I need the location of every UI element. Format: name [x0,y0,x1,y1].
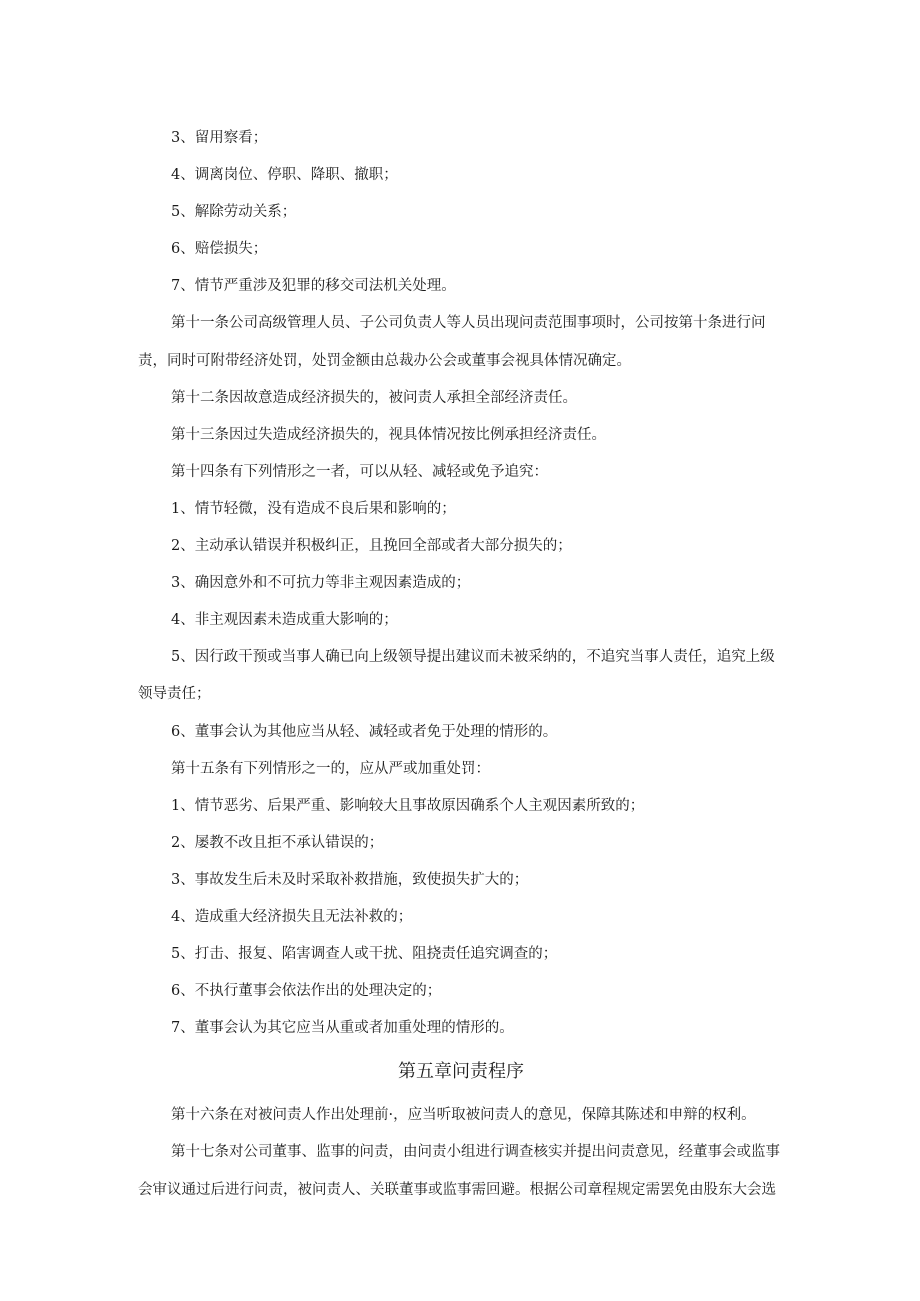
leniency-item-3: 3、确因意外和不可抗力等非主观因素造成的； [171,575,471,592]
article-11-line-2: 责，同时可附带经济处罚，处罚金额由总裁办公会或董事会视具体情况确定。 [138,352,631,369]
severity-item-3: 3、事故发生后未及时采取补救措施，致使损失扩大的； [171,871,529,888]
chapter-5-title: 第五章问责程序 [398,1061,524,1083]
article-14-heading: 第十四条有下列情形之一者，可以从轻、减轻或免予追究： [171,463,548,480]
article-11-line-1: 第十一条公司高级管理人员、子公司负责人等人员出现问责范围事项时，公司按第十条进行问 [171,315,766,332]
severity-item-1: 1、情节恶劣、后果严重、影响较大且事故原因确系个人主观因素所致的； [171,797,645,814]
article-17-line-1: 第十七条对公司董事、监事的问责，由问责小组进行调查核实并提出问责意见，经董事会或监事 [171,1144,780,1161]
severity-item-7: 7、董事会认为其它应当从重或者加重处理的情形的。 [171,1020,514,1037]
severity-item-6: 6、不执行董事会依法作出的处理决定的； [171,983,442,1000]
penalty-item-6: 6、赔偿损失； [171,241,268,258]
leniency-item-1: 1、情节轻微，没有造成不良后果和影响的； [171,500,456,517]
leniency-item-4: 4、非主观因素未造成重大影响的； [171,612,398,629]
article-17-line-2: 会审议通过后进行问责，被问责人、关联董事或监事需回避。根据公司章程规定需罢免由股东大会选 [138,1181,776,1198]
penalty-item-4: 4、调离岗位、停职、降职、撤职； [171,167,398,184]
article-15-heading: 第十五条有下列情形之一的，应从严或加重处罚： [171,760,490,777]
severity-item-4: 4、造成重大经济损失且无法补救的； [171,908,413,925]
article-12: 第十二条因故意造成经济损失的，被问责人承担全部经济责任。 [171,389,577,406]
article-16: 第十六条在对被问责人作出处理前·，应当听取被问责人的意见，保障其陈述和申辩的权利。 [171,1107,756,1124]
leniency-item-5-line-1: 5、因行政干预或当事人确已向上级领导提出建议而未被采纳的，不追究当事人责任，追究上级 [171,649,775,666]
penalty-item-7: 7、情节严重涉及犯罪的移交司法机关处理。 [171,278,456,295]
penalty-item-5: 5、解除劳动关系； [171,204,297,221]
document-body [138,120,784,1209]
leniency-item-6: 6、董事会认为其他应当从轻、减轻或者免于处理的情形的。 [171,723,558,740]
severity-item-2: 2、屡教不改且拒不承认错误的； [171,834,384,851]
article-13: 第十三条因过失造成经济损失的，视具体情况按比例承担经济责任。 [171,426,606,443]
severity-item-5: 5、打击、报复、陷害调查人或干扰、阻挠责任追究调查的； [171,946,558,963]
leniency-item-2: 2、主动承认错误并积极纠正，且挽回全部或者大部分损失的； [171,538,572,555]
penalty-item-3: 3、留用察看； [171,130,268,146]
leniency-item-5-line-2: 领导责任； [138,686,211,703]
